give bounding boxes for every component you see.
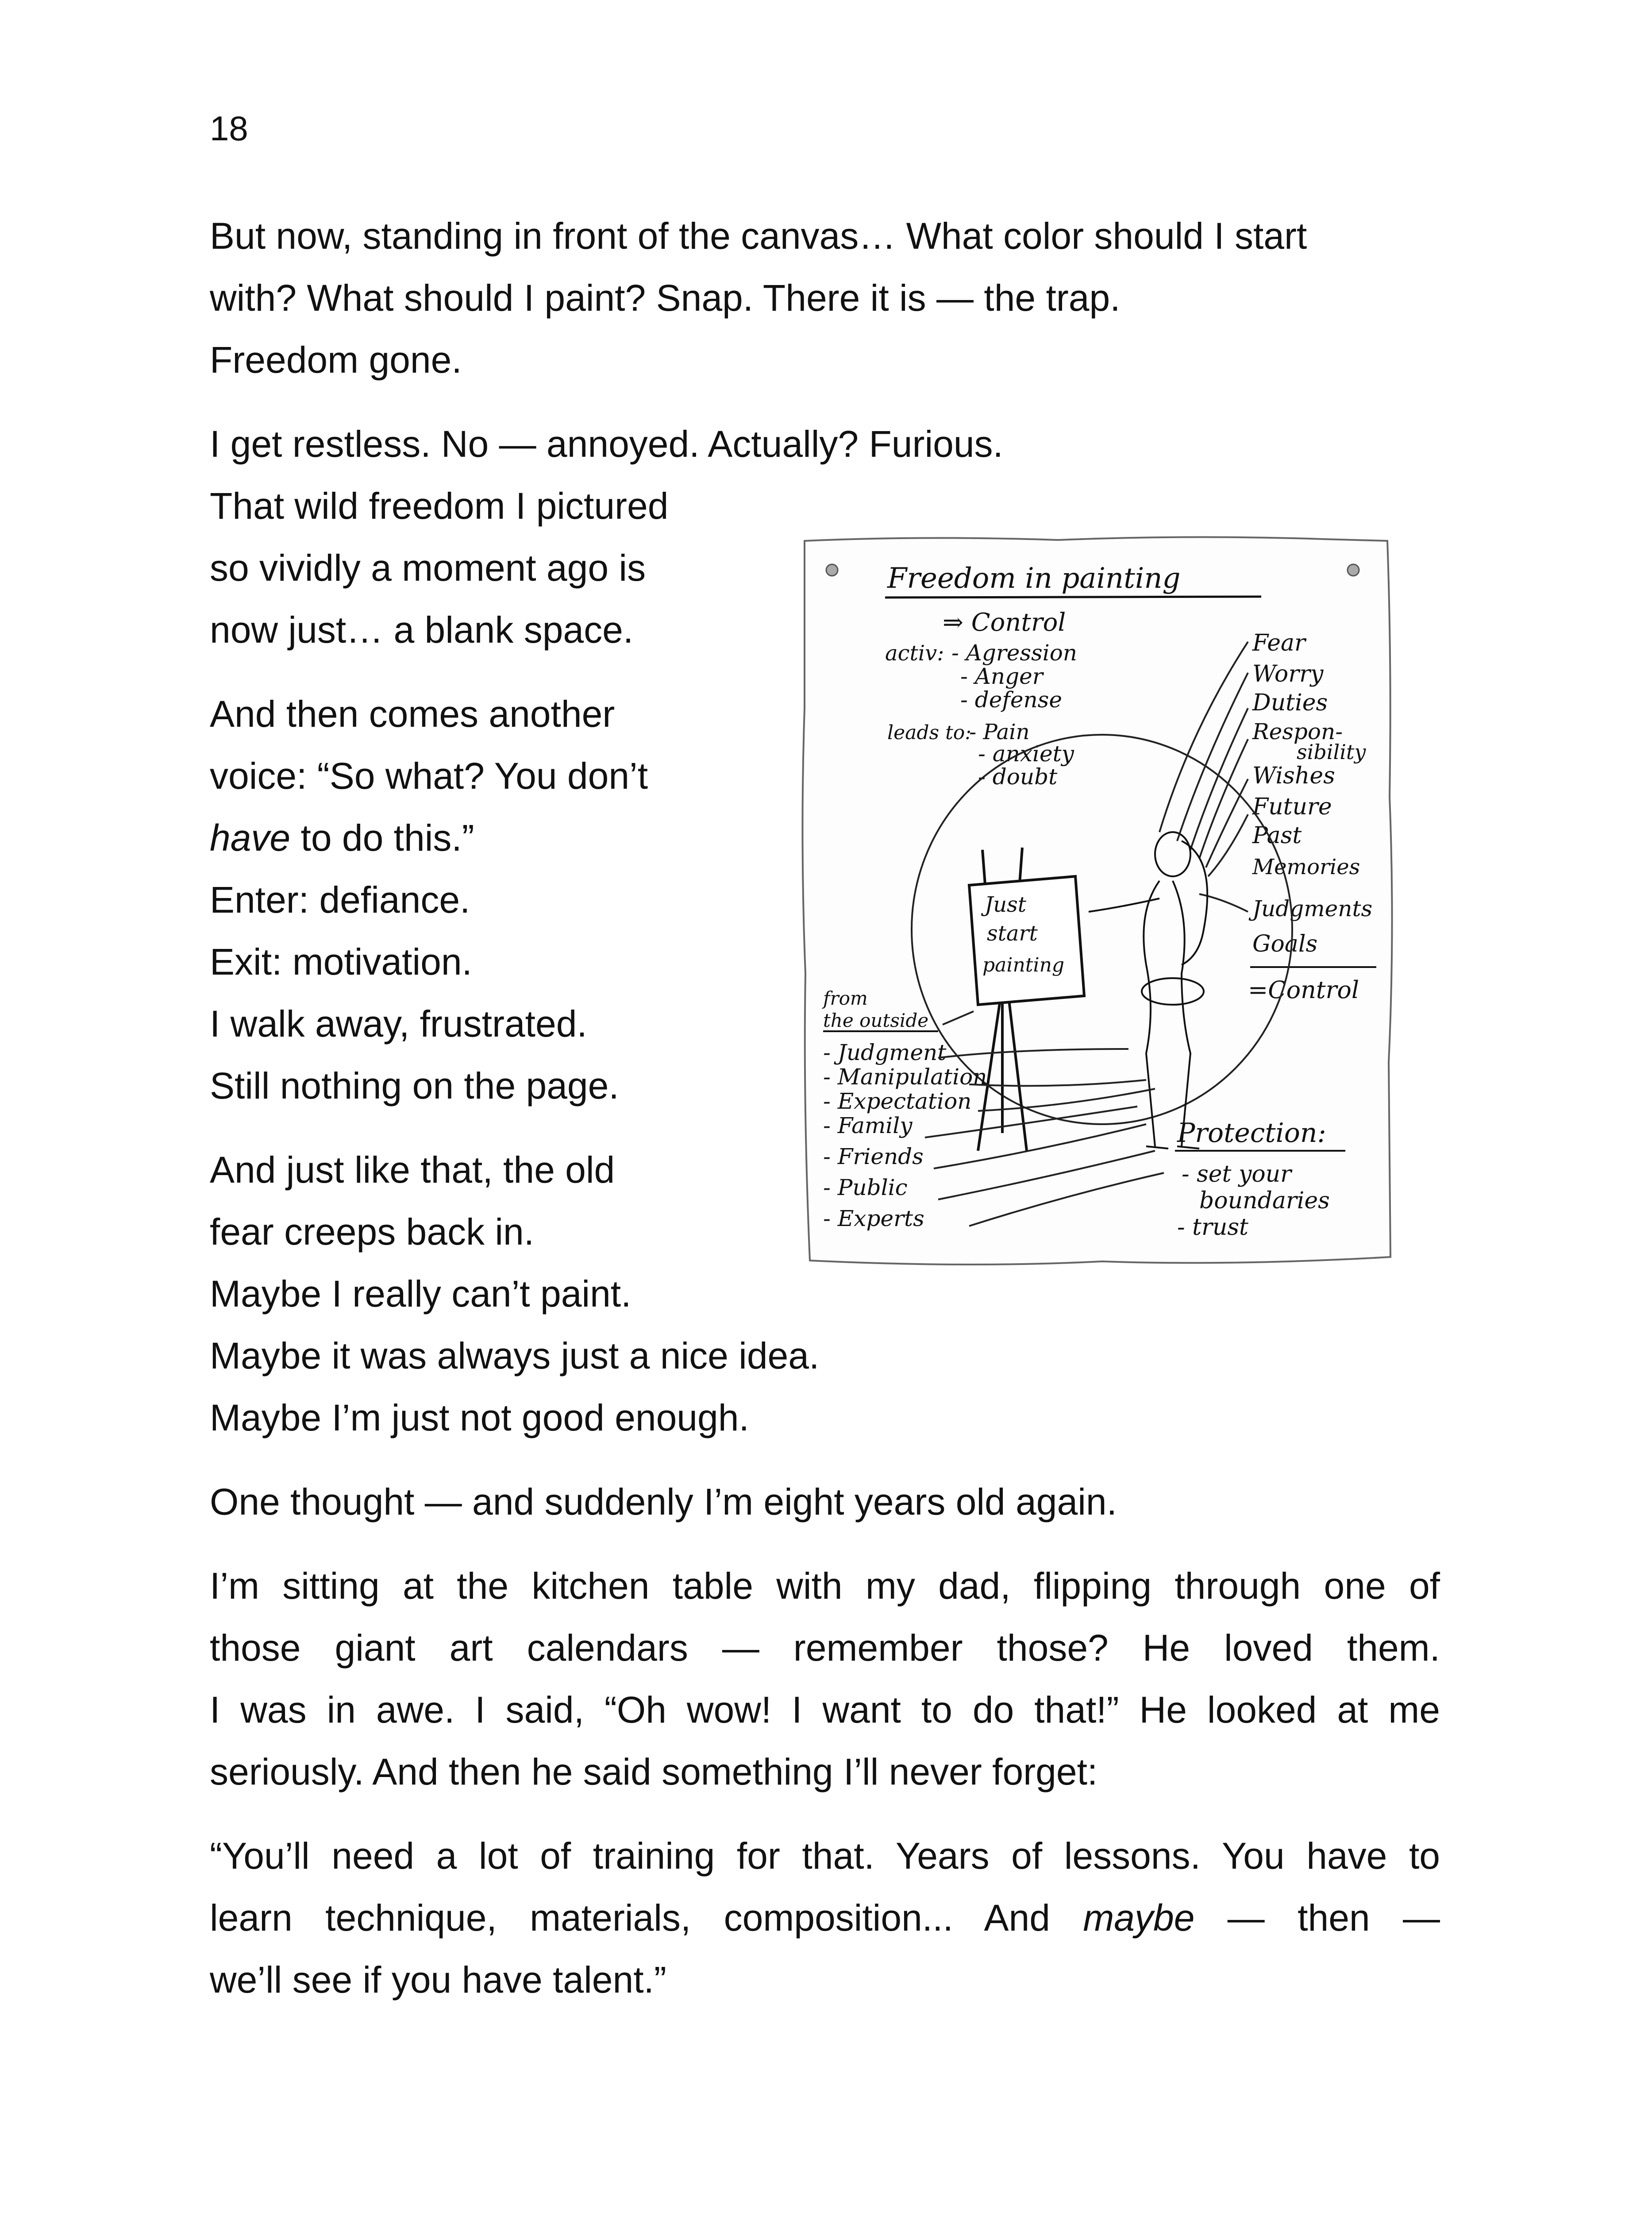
outside-item: - Family: [823, 1113, 913, 1138]
pressure-item: Past: [1252, 822, 1302, 849]
text-line: Exit: motivation.: [210, 941, 472, 983]
text-line: [210, 1896, 1440, 1940]
protection-title: Protection:: [1177, 1118, 1326, 1149]
leads-item: - Pain: [969, 720, 1030, 744]
leads-item: - anxiety: [978, 741, 1074, 767]
leads-label: leads to:: [887, 721, 972, 744]
pressure-item: Duties: [1252, 690, 1328, 716]
text-line: seriously. And then he said something I’ll never forget:: [210, 1751, 1098, 1793]
activ-label: activ:: [885, 641, 944, 666]
text-line: Maybe it was always just a nice idea.: [210, 1335, 820, 1376]
pressure-item: Wishes: [1252, 763, 1335, 789]
canvas-text: painting: [982, 954, 1065, 976]
outside-label: the outside: [823, 1010, 929, 1031]
text-line: I’m sitting at the kitchen table with my dad, flipping through one of: [210, 1565, 1440, 1607]
outside-item: - Experts: [823, 1206, 924, 1231]
text-span: — then —: [1194, 1897, 1440, 1939]
pressure-item: Respon-: [1252, 719, 1343, 744]
text-line: I walk away, frustrated.: [210, 1003, 587, 1045]
text-line: Maybe I’m just not good enough.: [210, 1397, 749, 1438]
text-line: [210, 816, 474, 860]
activ-item: - defense: [960, 687, 1062, 713]
text-line: fear creeps back in.: [210, 1211, 535, 1253]
outside-item: - Manipulation: [823, 1064, 987, 1090]
canvas-text: Just: [985, 892, 1027, 917]
pressure-item: Future: [1252, 794, 1332, 820]
pressure-item: Worry: [1252, 661, 1324, 687]
pin-left: [826, 564, 838, 576]
text-line: we’ll see if you have talent.”: [210, 1959, 666, 2001]
text-line: And then comes another: [210, 693, 615, 735]
outside-item: - Public: [823, 1175, 908, 1200]
protection-item: boundaries: [1199, 1187, 1330, 1214]
outside-label: from: [823, 987, 868, 1009]
text-line: Maybe I really can’t paint.: [210, 1273, 632, 1315]
emphasis-maybe: maybe: [1083, 1897, 1195, 1939]
text-line: Still nothing on the page.: [210, 1065, 619, 1106]
text-line: I get restless. No — annoyed. Actually? Furious.: [210, 423, 1003, 465]
text-line: with? What should I paint? Snap. There it is — the trap.: [210, 277, 1121, 319]
pressure-item: Memories: [1252, 855, 1360, 879]
control-total: =Control: [1248, 976, 1359, 1004]
outside-item: - Expectation: [823, 1088, 972, 1114]
text-line: “You’ll need a lot of training for that. Years of lessons. You have to: [210, 1835, 1440, 1877]
protection-item: - set your: [1182, 1161, 1292, 1187]
activ-item: - Anger: [960, 663, 1043, 689]
pressure-item: Judgments: [1252, 896, 1373, 921]
title-underline: [885, 597, 1261, 598]
activ-item: - Agression: [951, 640, 1078, 666]
protection-item: - trust: [1177, 1214, 1248, 1241]
page-number: 18: [210, 109, 248, 148]
canvas-text: start: [987, 921, 1038, 946]
text-line: Freedom gone.: [210, 339, 462, 381]
text-span: learn technique, materials, composition... And: [210, 1897, 1083, 1939]
text-line: That wild freedom I pictured: [210, 485, 669, 527]
control-top: ⇒ Control: [943, 608, 1066, 637]
pressure-item: Goals: [1252, 931, 1318, 957]
text-span: to do this.”: [290, 817, 474, 859]
text-line: One thought — and suddenly I’m eight years old again.: [210, 1481, 1117, 1523]
pressure-item: Fear: [1252, 630, 1305, 656]
text-line: so vividly a moment ago is: [210, 547, 646, 589]
pressure-item: sibility: [1297, 740, 1366, 764]
emphasis-have: have: [210, 817, 291, 859]
text-line: I was in awe. I said, “Oh wow! I want to do that!” He looked at me: [210, 1689, 1440, 1731]
freedom-sketch-illustration: [792, 531, 1398, 1275]
text-line: Enter: defiance.: [210, 879, 470, 921]
pin-right: [1348, 564, 1359, 576]
outside-item: - Judgment: [823, 1040, 947, 1065]
text-line: And just like that, the old: [210, 1149, 615, 1191]
text-line: now just… a blank space.: [210, 609, 634, 651]
text-line: voice: “So what? You don’t: [210, 755, 648, 797]
outside-item: - Friends: [823, 1144, 924, 1169]
leads-item: - doubt: [978, 764, 1058, 790]
text-line: those giant art calendars — remember those? He loved them.: [210, 1627, 1440, 1669]
sketch-title: Freedom in painting: [887, 562, 1181, 595]
text-line: But now, standing in front of the canvas… What color should I start: [210, 215, 1307, 257]
